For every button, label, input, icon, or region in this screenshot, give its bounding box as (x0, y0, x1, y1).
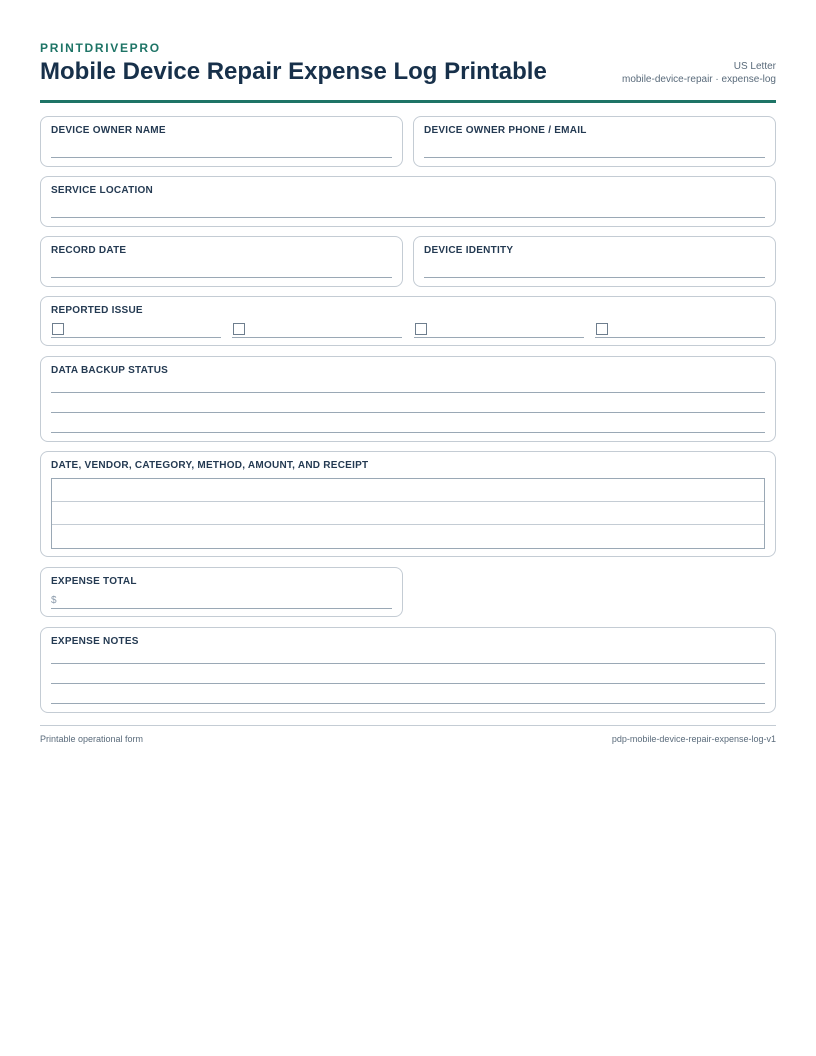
owner-contact-label: DEVICE OWNER PHONE / EMAIL (424, 125, 587, 136)
service-location-label: SERVICE LOCATION (51, 185, 153, 196)
issue-checkbox-2[interactable] (233, 323, 245, 335)
device-identity-line[interactable] (424, 277, 765, 278)
page-header (40, 0, 776, 103)
owner-contact-field[interactable] (413, 116, 776, 167)
footer-description: Printable operational form (40, 734, 144, 744)
currency-prefix: $ (51, 595, 57, 606)
paper-size-label: US Letter (733, 61, 776, 72)
expense-total-line[interactable] (51, 608, 392, 609)
form-id: pdp-mobile-device-repair-expense-log-v1 (611, 734, 776, 744)
table-row[interactable] (52, 525, 764, 548)
data-backup-line-2[interactable] (51, 412, 765, 413)
data-backup-field[interactable] (40, 356, 776, 442)
page-footer (40, 725, 776, 744)
owner-name-label: DEVICE OWNER NAME (51, 125, 166, 136)
form-tags: mobile-device-repair · expense-log (622, 74, 776, 85)
device-identity-label: DEVICE IDENTITY (424, 245, 514, 256)
expense-total-label: EXPENSE TOTAL (51, 576, 137, 587)
owner-contact-line[interactable] (424, 157, 765, 158)
service-location-line[interactable] (51, 217, 765, 218)
issue-option-line-3[interactable] (414, 337, 584, 338)
owner-name-line[interactable] (51, 157, 392, 158)
record-date-line[interactable] (51, 277, 392, 278)
expense-notes-line-3[interactable] (51, 703, 765, 704)
expense-notes-line-2[interactable] (51, 683, 765, 684)
issue-option-line-2[interactable] (232, 337, 402, 338)
expense-table-section (40, 451, 776, 557)
expense-total-field[interactable] (40, 567, 403, 617)
service-location-field[interactable] (40, 176, 776, 227)
expense-table (51, 478, 765, 549)
expense-notes-field[interactable] (40, 627, 776, 713)
page-meta (622, 60, 776, 86)
issue-option-line-1[interactable] (51, 337, 221, 338)
expense-notes-label: EXPENSE NOTES (51, 636, 139, 647)
issue-checkbox-4[interactable] (596, 323, 608, 335)
data-backup-line-1[interactable] (51, 392, 765, 393)
table-row[interactable] (52, 479, 764, 502)
issue-checkbox-3[interactable] (415, 323, 427, 335)
expense-notes-line-1[interactable] (51, 663, 765, 664)
owner-name-field[interactable] (40, 116, 403, 167)
table-row[interactable] (52, 502, 764, 525)
record-date-label: RECORD DATE (51, 245, 127, 256)
expense-table-label: DATE, VENDOR, CATEGORY, METHOD, AMOUNT, AND RECEIPT (51, 460, 369, 471)
brand-name: PRINTDRIVEPRO (40, 41, 161, 55)
issue-checkbox-1[interactable] (52, 323, 64, 335)
record-date-field[interactable] (40, 236, 403, 287)
data-backup-line-3[interactable] (51, 432, 765, 433)
reported-issue-label: REPORTED ISSUE (51, 305, 143, 316)
issue-option-line-4[interactable] (595, 337, 765, 338)
data-backup-label: DATA BACKUP STATUS (51, 365, 169, 376)
device-identity-field[interactable] (413, 236, 776, 287)
page-title: Mobile Device Repair Expense Log Printable (40, 58, 547, 85)
reported-issue-field (40, 296, 776, 346)
